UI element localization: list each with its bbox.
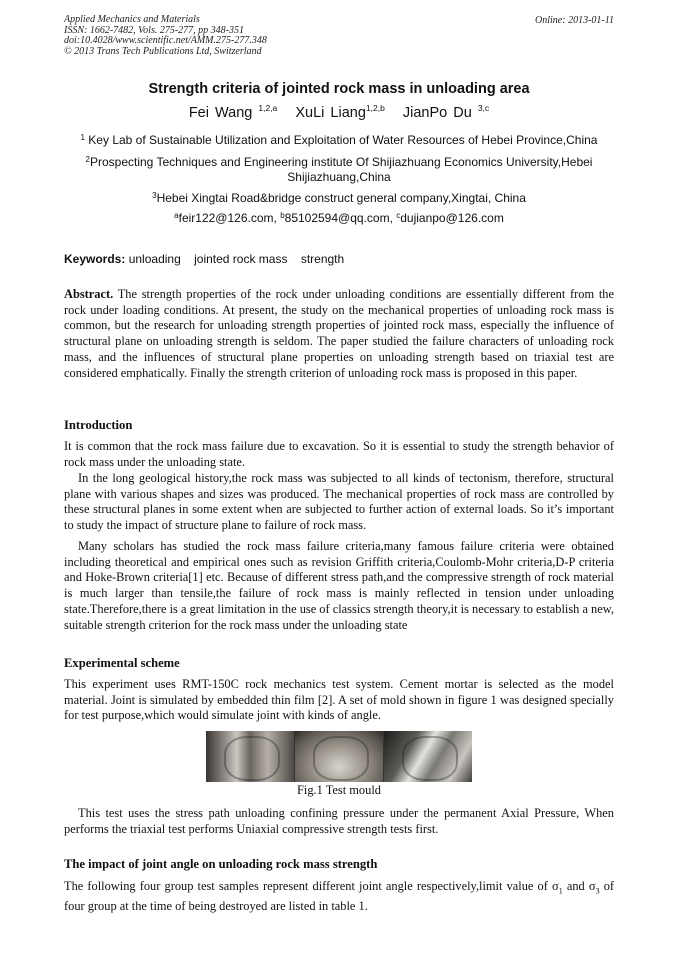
journal-meta: [64, 15, 267, 57]
author-name: JianPo Du: [402, 105, 472, 121]
abstract: [64, 287, 614, 381]
introduction-paragraph-1: It is common that the rock mass failure due to excavation. So it is essential to study the strength behavior of rock mass under the unloading state.: [64, 439, 614, 469]
mould-photo-2: [295, 731, 383, 782]
journal-name: Applied Mechanics and Materials: [64, 14, 200, 25]
author-affiliation-marker: 1,2,b: [365, 103, 385, 113]
email-marker: c: [396, 211, 401, 220]
joint-angle-text: The following four group test samples represent different joint angle respectively,limit value of σ: [64, 879, 559, 893]
affiliation-text: Hebei Xingtai Road&bridge construct general company,Xingtai, China: [156, 191, 526, 205]
mould-photo-1: [206, 731, 294, 782]
experimental-paragraph-1: This experiment uses RMT-150C rock mechanics test system. Cement mortar is selected as the model material. Joint is simulated by embedded thin film [2]. A set of mold shown in figure 1 was designed specially for test purpose,which would simulate joint with kinds of angle.: [64, 677, 614, 723]
author-affiliation-marker: 1,2,a: [258, 103, 278, 113]
abstract-text: The strength properties of the rock under unloading conditions are essentially different from the rock under loading conditions. At present, the study on the mechanical properties of unloading rock mass is common, but the research for unloading strength properties of jointed rock mass, especially the influence of structural plane on unloading strength is seldom. The paper studied the failure characters of unloading rock mass, and the influences of structural plane properties on unloading strength based on triaxial test are considered emphatically. Finally the strength criterion of unloading rock mass is proposed in this paper.: [64, 287, 614, 380]
email-marker: a: [174, 211, 179, 220]
section-heading-experimental: Experimental scheme: [64, 656, 180, 670]
author-name: XuLi Liang: [295, 105, 366, 121]
joint-angle-text: of four group at the time of being destroyed are listed in table 1.: [64, 879, 615, 914]
keywords-label: Keywords:: [64, 252, 126, 266]
affiliation-text: Key Lab of Sustainable Utilization and Exploitation of Water Resources of Hebei Province,China: [84, 133, 598, 147]
affiliation-marker: 3: [152, 191, 157, 200]
figure-caption: Fig.1 Test mould: [297, 783, 381, 797]
joint-angle-paragraph: [64, 879, 614, 915]
sigma-subscript: 3: [595, 886, 600, 896]
section-heading-introduction: Introduction: [64, 418, 133, 432]
joint-angle-text: and σ: [562, 879, 596, 893]
keywords: [64, 252, 354, 266]
affiliation-marker: 1: [80, 133, 85, 142]
introduction-paragraph-2: In the long geological history,the rock mass was subjected to all kinds of tectonism, therefore, structural plane with various shapes and sizes was produced. The mechanical properties of rock mass are controlled by these structural planes in some extent when are subjected to further action of external loads. So it’s important to study the impact of structure plane to failure of rock mass.: [64, 471, 614, 533]
affiliation-marker: 2: [85, 155, 90, 164]
sigma-subscript: 1: [558, 886, 563, 896]
paper-title: Strength criteria of jointed rock mass in unloading area: [148, 81, 530, 97]
test-mould-figure: [206, 731, 472, 782]
keyword: strength: [300, 252, 345, 266]
introduction-paragraph-3: Many scholars has studied the rock mass failure criteria,many famous failure criteria were obtained including theoretical and empirical ones such as revision Griffith criteria,Coulomb-Mohr criteria,D-P criteria and Hoke-Brown criteria[1] etc. Because of different stress path,and the compressive strength of rock material is much larger than tensile,the failure of rock mass is mainly reflected in tension under unloading state.Therefore,there is a great limitation in the use of classics strength theory,it is necessary to establish a new, suitable strength criterion for the rock mass under the unloading state: [64, 539, 614, 632]
keyword: jointed rock mass: [194, 252, 288, 266]
doi-link[interactable]: doi:10.4028/www.scientific.net/AMM.275-277.348: [64, 35, 267, 46]
author-name: Fei Wang: [188, 105, 253, 121]
online-date: Online: 2013-01-11: [535, 15, 614, 26]
abstract-label: Abstract.: [64, 287, 114, 301]
issn-line: ISSN: 1662-7482, Vols. 275-277, pp 348-351: [64, 24, 244, 36]
email-address[interactable]: feir122@126.com,: [178, 211, 281, 225]
email-address[interactable]: dujianpo@126.com: [400, 211, 504, 225]
affiliation-3: [58, 189, 620, 206]
experimental-paragraph-2: This test uses the stress path unloading confining pressure under the permanent Axial Pressure, When performs the triaxial test performs Uniaxial compressive strength tests first.: [64, 806, 614, 836]
mould-photo-3: [384, 731, 472, 782]
email-marker: b: [280, 211, 285, 220]
email-list: [58, 209, 620, 226]
section-heading-joint-angle: The impact of joint angle on unloading rock mass strength: [64, 857, 378, 871]
author-list: [0, 103, 678, 121]
affiliation-text: Prospecting Techniques and Engineering institute Of Shijiazhuang Economics University,Hebei Shijiazhuang,China: [89, 155, 593, 184]
affiliation-1: [58, 131, 620, 148]
copyright-line: © 2013 Trans Tech Publications Ltd, Switzerland: [64, 45, 262, 57]
author-affiliation-marker: 3,c: [477, 103, 490, 113]
affiliation-2: [58, 153, 620, 184]
keyword: unloading: [128, 252, 181, 266]
email-address[interactable]: 85102594@qq.com,: [284, 211, 397, 225]
